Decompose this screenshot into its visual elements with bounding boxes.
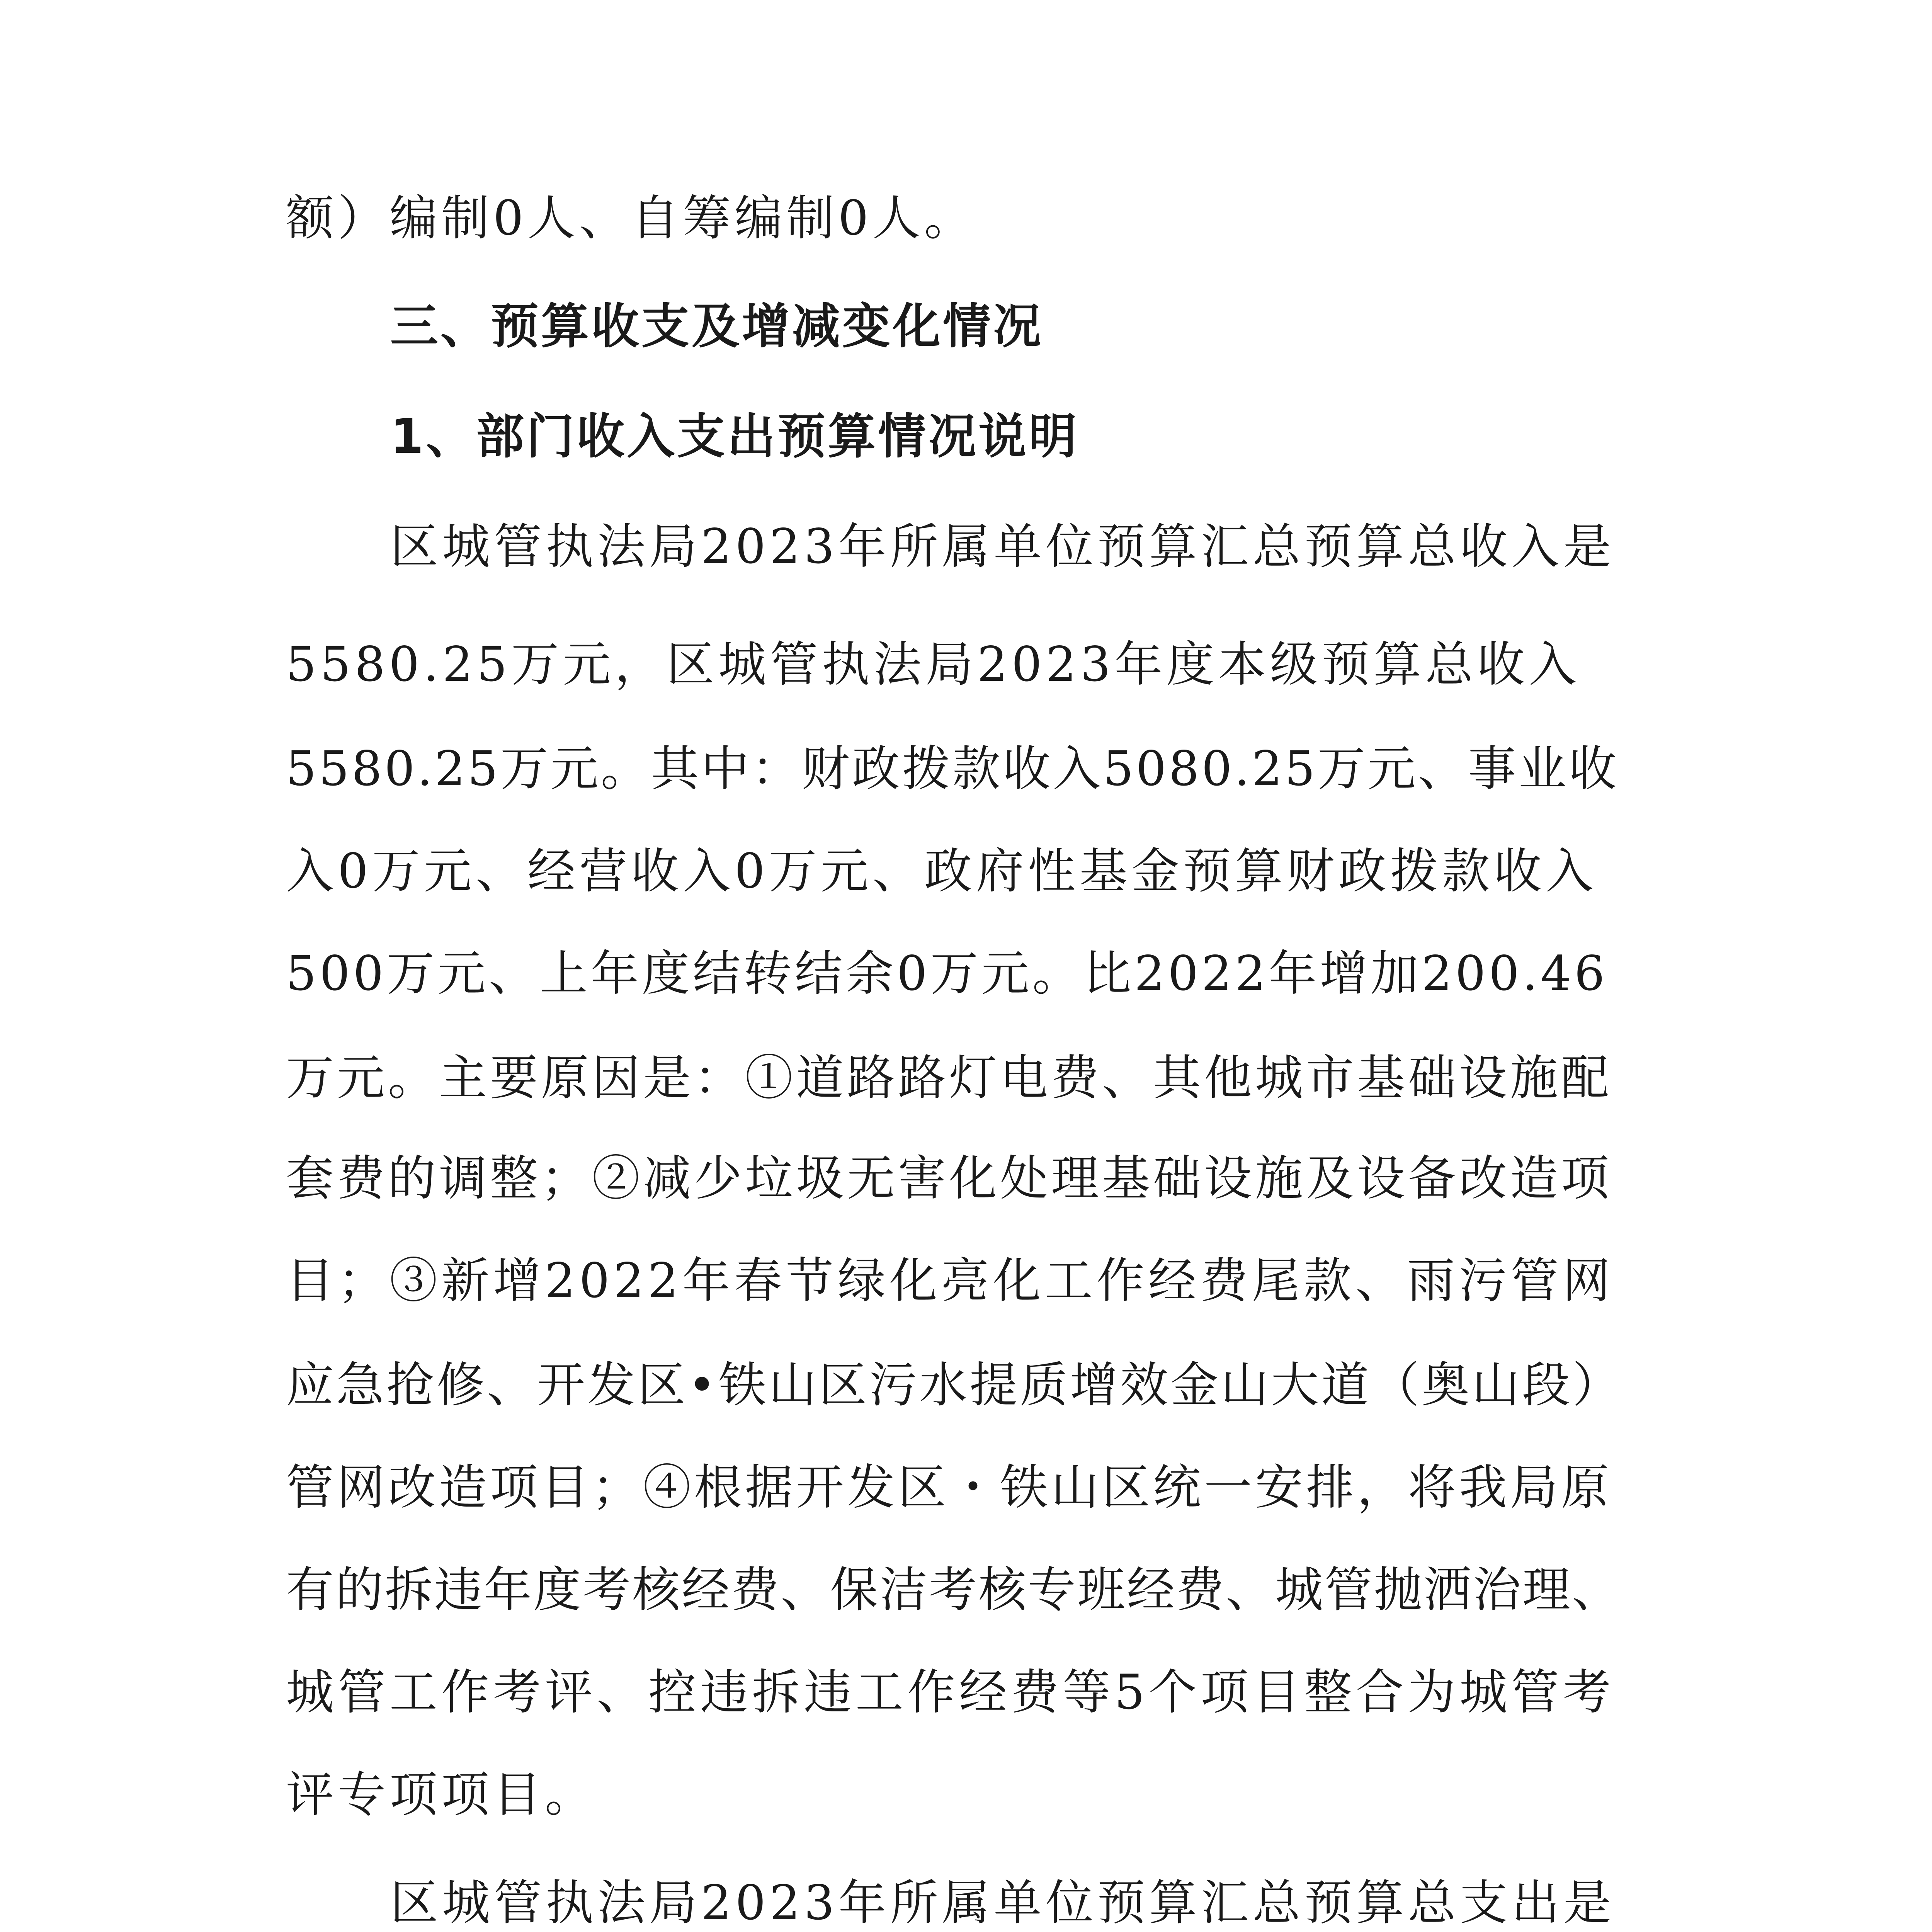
- paragraph-line: 套费的调整；②减少垃圾无害化处理基础设施及设备改造项: [286, 1151, 1612, 1206]
- paragraph-line: 应急抢修、开发区•铁山区污水提质增效金山大道（奥山段）: [286, 1357, 1623, 1413]
- paragraph-line: 5580.25万元。其中：财政拨款收入5080.25万元、事业收: [286, 741, 1619, 797]
- paragraph-line: 区城管执法局2023年所属单位预算汇总预算总收入是: [390, 519, 1615, 575]
- paragraph-line: 万元。主要原因是：①道路路灯电费、其他城市基础设施配: [286, 1050, 1612, 1106]
- paragraph-line: 城管工作考评、控违拆违工作经费等5个项目整合为城管考: [286, 1665, 1615, 1720]
- subsection-title: 1、部门收入支出预算情况说明: [390, 409, 1079, 464]
- paragraph-line: 管网改造项目；④根据开发区・铁山区统一安排，将我局原: [286, 1460, 1612, 1515]
- paragraph-line: 有的拆违年度考核经费、保洁考核专班经费、城管抛洒治理、: [286, 1562, 1622, 1618]
- section-title: 三、预算收支及增减变化情况: [390, 299, 1044, 354]
- paragraph-line: 500万元、上年度结转结余0万元。比2022年增加200.46: [286, 946, 1608, 1002]
- paragraph-line: 评专项项目。: [286, 1767, 597, 1823]
- paragraph-line: 目；③新增2022年春节绿化亮化工作经费尾款、雨污管网: [286, 1253, 1614, 1309]
- paragraph-line: 5580.25万元，区城管执法局2023年度本级预算总收入: [286, 637, 1581, 692]
- paragraph-line: 入0万元、经营收入0万元、政府性基金预算财政拨款收入: [286, 844, 1597, 899]
- fragment-line: 额）编制0人、自筹编制0人。: [286, 190, 976, 246]
- paragraph-line: 区城管执法局2023年所属单位预算汇总预算总支出是: [390, 1875, 1615, 1931]
